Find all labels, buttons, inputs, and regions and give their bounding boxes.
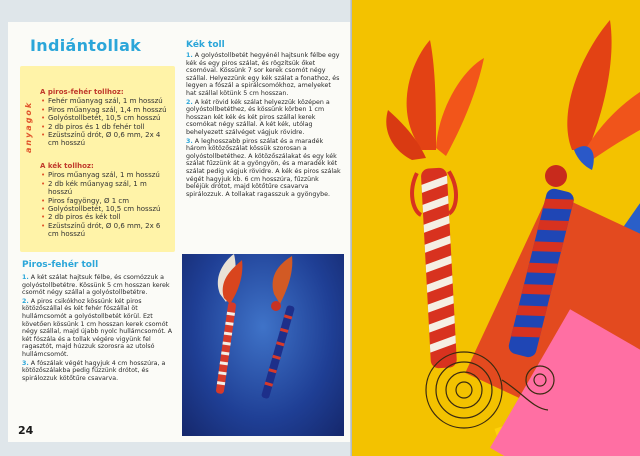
step-number: 1. [186, 52, 193, 59]
materials-item: • Ezüstszínű drót, Ø 0,6 mm, 2x 6 cm hosszú [40, 222, 172, 239]
materials-item: • Piros fagyöngy, Ø 1 cm [40, 197, 172, 205]
step-paragraph [186, 52, 342, 98]
step-text: A fószálak végét hagyjuk 4 cm hosszúra, a kötözőszálakba pedig fűzzünk drótot, és spirálozzuk kötőtűre csavarva. [22, 359, 166, 382]
materials-item: • 2 db kék műanyag szál, 1 m hosszú [40, 180, 172, 197]
step-paragraph [22, 360, 176, 383]
step-paragraph [22, 274, 176, 297]
right-page-photo [352, 0, 640, 456]
page-number: 24 [18, 424, 34, 437]
step-number: 1. [22, 274, 29, 281]
left-page [8, 22, 352, 442]
section-body-blue [186, 52, 342, 199]
materials-item: • 2 db piros és 1 db fehér toll [40, 123, 172, 131]
section-body-red-white [22, 274, 176, 383]
feather-pens-illustration [182, 254, 344, 436]
materials-item: • Piros műanyag szál, 1,4 m hosszú [40, 106, 172, 114]
materials-item: • Fehér műanyag szál, 1 m hosszú [40, 97, 172, 105]
step-text: A leghosszabb piros szálat és a maradék három kötözőszálat kössük szorosan a golyóstollbetéthez. A kötözőszálakat és egy kék szálat fűzzünk át a gyöngyön, és a maradék két szálat pedig vágjuk rövidre. A kék és piros szálak végét hagyjuk kb. 6 cm hosszúra, fűzzünk beléjük drótot, majd kötőtűre csavarva spirálozzuk. A tollakat ragasszuk a gyöngybe. [186, 137, 341, 198]
step-text: A golyóstollbetét hegyénél hajtsunk félbe egy kék és egy piros szálat, és rögzítsük őket csomóval. Kössünk 7 sor kerek csomót négy szállal. Helyezzünk egy kék szálat a fonathoz, és legyen a fószál a spirálcsomókhoz, amelyeket hat szállal kötünk 5 cm hosszan. [186, 52, 340, 97]
photo-small-feathers [182, 254, 344, 436]
materials-item: • Piros műanyag szál, 1 m hosszú [40, 171, 172, 179]
step-text: A két szálat hajtsuk félbe, és csomózzuk a golyóstollbetétre. Kössünk 5 cm hosszan kerek csomót négy szállal a golyóstollbetétre. [22, 274, 170, 297]
feather-pens-large-illustration [352, 0, 640, 456]
materials-label: anyagok [24, 100, 33, 154]
materials-box [20, 66, 175, 252]
materials-item: • Golyóstollbetét, 10,5 cm hosszú [40, 114, 172, 122]
step-number: 3. [186, 137, 193, 145]
materials-item: • 2 db piros és kék toll [40, 213, 172, 221]
materials-red-white [40, 88, 172, 148]
materials-blue [40, 162, 172, 239]
materials-item: • Golyóstollbetét, 10,5 cm hosszú [40, 205, 172, 213]
section-heading-blue: Kék toll [186, 40, 225, 50]
step-text: A két rövid kék szálat helyezzük középen a golyóstollbetéthez, és kössünk körben 1 cm hosszan két kék és két piros szállal kerek csomókat négy szállal. A két kék, utólag behelyezett szálvéget vágjuk rövidre. [186, 98, 330, 136]
step-paragraph [22, 298, 176, 359]
step-paragraph [186, 99, 342, 137]
step-number: 2. [186, 98, 193, 106]
materials-heading: A kék tollhoz: [40, 162, 94, 170]
section-heading-red-white: Piros-fehér toll [22, 260, 99, 270]
page-title: Indiántollak [30, 36, 142, 55]
step-number: 2. [22, 297, 29, 305]
step-text: A piros csikókhoz kössünk két piros kötözőszállal és két fehér fószállal öt hullámcsomót a golyóstollbetét körül. Ezt követően kössünk 1 cm hosszan kerek csomót négy szállal, majd újabb nyolc hullámcsomót. A két fószála és a tollak végére vigyünk fel ragasztót, majd húzzuk szorosra az utolsó hullámcsomót. [22, 297, 173, 358]
materials-heading: A piros-fehér tollhoz: [40, 88, 124, 96]
materials-item: • Ezüstszínű drót, Ø 0,6 mm, 2x 4 cm hosszú [40, 131, 172, 148]
step-paragraph [186, 138, 342, 199]
step-number: 3. [22, 359, 29, 367]
